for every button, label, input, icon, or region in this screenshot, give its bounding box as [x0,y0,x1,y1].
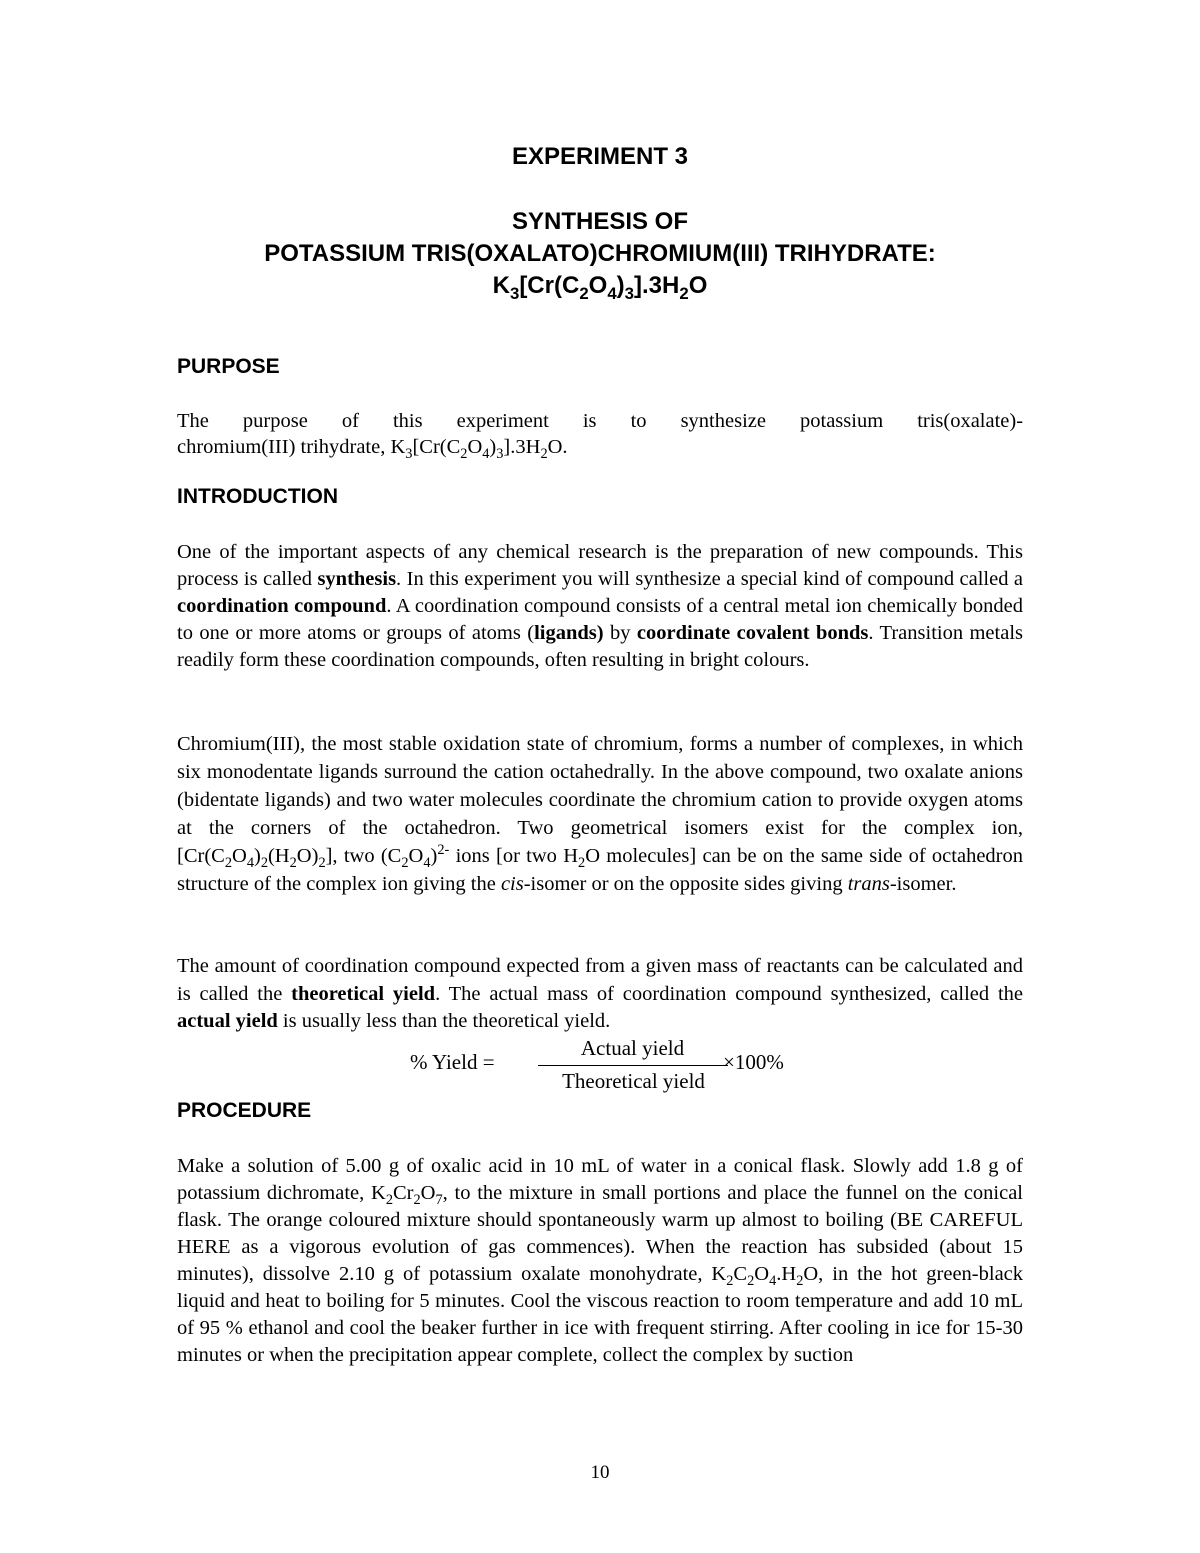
synthesis-title [0,206,1200,302]
procedure-heading: PROCEDURE [177,1099,312,1122]
equation-lhs: % Yield = [410,1050,495,1074]
introduction-paragraph-2: Chromium(III), the most stable oxidation state of chromium, forms a number of complexes, in which six monodentate ligands surround the cation octahedrally. In the above compound, two oxalate anions (bidentate ligands) and two water molecules coordinate the chromium cation to provide oxygen atoms at the corners of the octahedron. Two geometrical isomers exist for the complex ion, $[Cr(C_2O_4)_2(H_2O)_2]$, two $(C_2O_4)^{2-}$ ions [or two $H_2O$ molecules] can be on the same side of octahedron structure of the complex ion giving the cis-isomer or on the opposite sides giving trans-isomer. [177,733,1023,895]
purpose-text-line2: chromium(III) trihydrate, $K_3[Cr(C_2O_4)_3].3H_2O$. [177,436,568,463]
synthesis-title-line1: SYNTHESIS OF [511,208,689,235]
procedure-paragraph-1: Make a solution of 5.00 g of oxalic acid in 10 mL of water in a conical flask. Slowly add 1.8 g of potassium dichromate, $K_2Cr_2O_7$, to the mixture in small portions and place the funnel on the conical flask. The orange coloured mixture should spontaneously warm up almost to boiling (BE CAREFUL HERE as a vigorous evolution of gas commences). When the reaction has subsided (about 15 minutes), dissolve 2.10 g of potassium oxalate monohydrate, $K_2C_2O_4.H_2O$, in the hot green-black liquid and heat to boiling for 5 minutes. Cool the viscous reaction to room temperature and add 10 mL of 95 % ethanol and cool the beaker further in ice with frequent stirring. After cooling in ice for 15-30 minutes or when the precipitation appear complete, collect the complex by suction [177,1155,1024,1366]
introduction-heading: INTRODUCTION [177,485,338,508]
introduction-paragraph-1: One of the important aspects of any chemical research is the preparation of new compounds. This process is called synthesis. In this experiment you will synthesize a special kind of compound called a coordination compound. A coordination compound consists of a central metal ion chemically bonded to one or more atoms or groups of atoms (ligands) by coordinate covalent bonds. Transition metals readily form these coordination compounds, often resulting in bright colours. [177,541,1024,671]
fraction-bar [538,1065,728,1066]
synthesis-title-line2: POTASSIUM TRIS(OXALATO)CHROMIUM(III) TRIHYDRATE: [264,240,936,267]
page-number: 10 [590,1462,610,1483]
equation-denominator: Theoretical yield [562,1069,705,1093]
experiment-title: EXPERIMENT 3 [511,143,689,170]
purpose-heading: PURPOSE [177,355,280,378]
compound-formula: $K_3[Cr(C_2O_4)_3].3H_2O$ [492,272,708,303]
yield-equation [410,1034,830,1098]
purpose-text-line1: The purpose of this experiment is to synthesize potassium tris(oxalate)- [177,410,1024,432]
equation-rhs: ×100% [723,1050,784,1074]
introduction-paragraph-3: The amount of coordination compound expected from a given mass of reactants can be calculated and is called the theoretical yield. The actual mass of coordination compound synthesized, called the actual yield is usually less than the theoretical yield. [177,955,1023,1032]
equation-numerator: Actual yield [580,1036,685,1060]
